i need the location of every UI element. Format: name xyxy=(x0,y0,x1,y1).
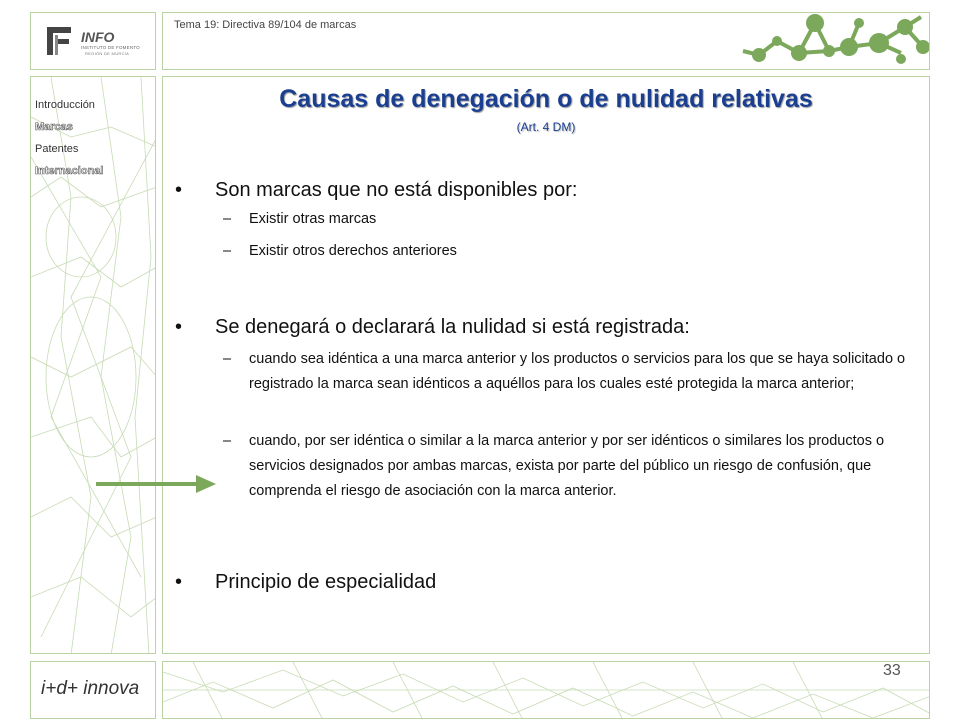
logo-subline-2: REGIÓN DE MURCIA xyxy=(85,51,130,56)
info-logo-mark xyxy=(45,25,79,57)
slide-subtitle: (Art. 4 DM) xyxy=(516,120,576,134)
subitem-1-2-text: Existir otros derechos anteriores xyxy=(249,243,457,259)
nav-item-internacional[interactable]: Internacional xyxy=(35,165,104,177)
bullet-3-text: Principio de especialidad xyxy=(215,571,437,593)
innova-panel xyxy=(30,661,156,719)
nav-item-introduccion[interactable]: Introducción xyxy=(35,99,95,111)
innova-logo: i+d+ innova xyxy=(41,678,140,699)
slide-content xyxy=(162,76,930,654)
bullet-dot: • xyxy=(175,571,183,593)
footer-panel xyxy=(162,661,930,719)
subitem-2-1-text: cuando sea idéntica a una marca anterior y los productos o servicios para los que se haya solicitado o registrado la marca sean idénticos a aquéllos para los cuales esté protegida la marca anterior; xyxy=(249,351,906,392)
footer-wireframe xyxy=(163,662,930,719)
dash-marker: – xyxy=(223,351,232,367)
slide-title: Causas de denegación o de nulidad relativas xyxy=(279,85,813,113)
logo-subline-1: INSTITUTO DE FOMENTO xyxy=(81,45,140,50)
subitem-1-1-text: Existir otras marcas xyxy=(249,211,377,227)
sidebar-panel xyxy=(30,76,156,654)
course-title: Tema 19: Directiva 89/104 de marcas xyxy=(174,19,357,31)
nav-item-marcas[interactable]: Marcas xyxy=(35,121,73,133)
bullet-dot: • xyxy=(175,179,183,201)
nav-item-patentes[interactable]: Patentes xyxy=(35,143,79,155)
arrow-right-icon xyxy=(96,472,216,496)
dash-marker: – xyxy=(223,243,232,259)
info-logo xyxy=(45,25,145,59)
logo-panel xyxy=(30,12,156,70)
dash-marker: – xyxy=(223,211,232,227)
bullet-dot: • xyxy=(175,316,183,338)
header-panel xyxy=(162,12,930,70)
page-number: 33 xyxy=(883,662,901,679)
molecule-graphic xyxy=(729,13,929,71)
logo-brand: INFO xyxy=(81,29,115,45)
bullet-1-text: Son marcas que no está disponibles por: xyxy=(215,179,578,201)
sidebar-nav xyxy=(35,94,103,182)
subitem-2-2-text: cuando, por ser idéntica o similar a la marca anterior y por ser idénticos o similares los productos o servicios designados por ambas marcas, exista por parte del público un riesgo de confusión, que comprenda el riesgo de asociación con la marca anterior. xyxy=(249,433,885,499)
dash-marker: – xyxy=(223,433,232,449)
bullet-2-text: Se denegará o declarará la nulidad si está registrada: xyxy=(215,316,690,338)
